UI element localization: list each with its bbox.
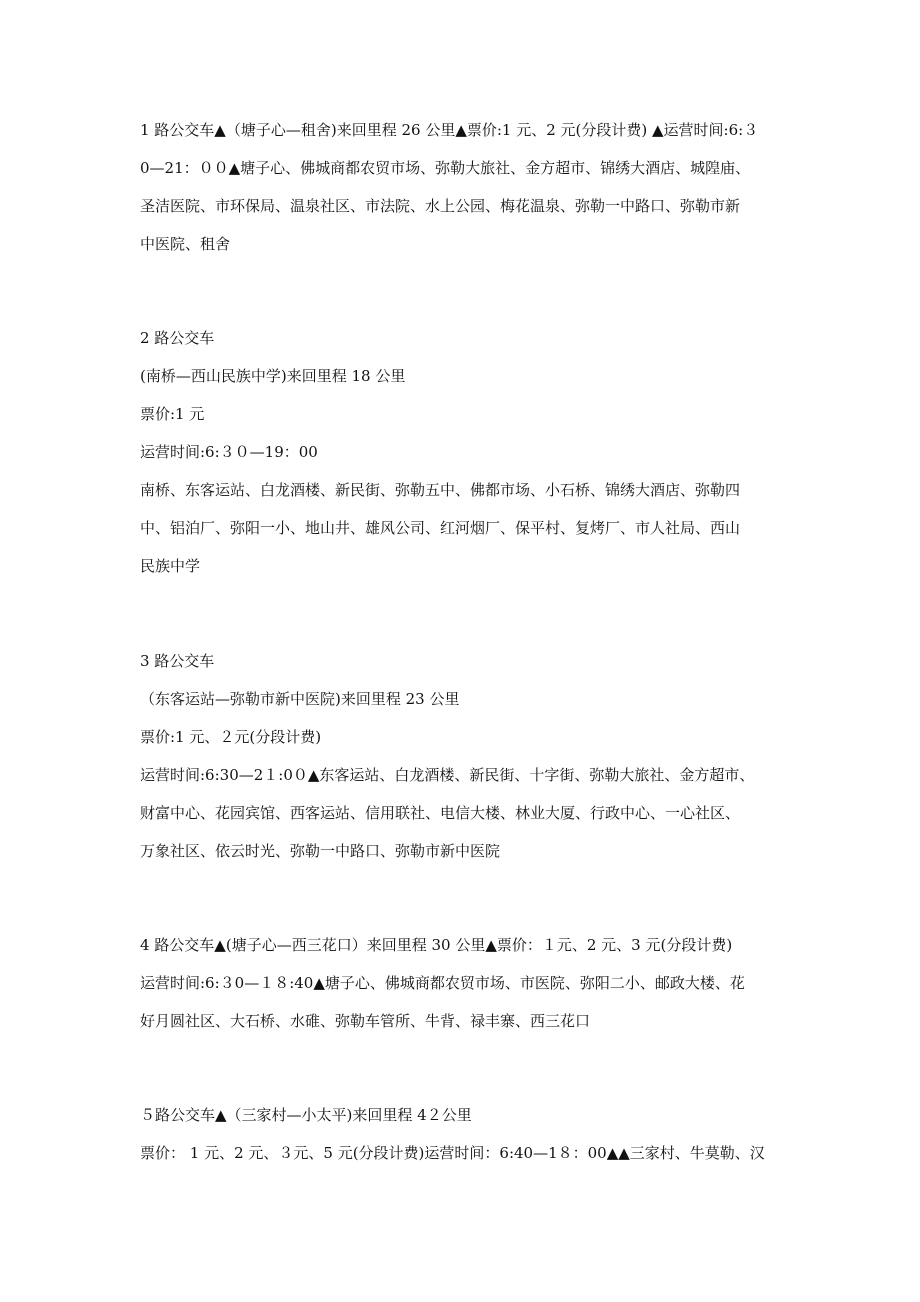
route-4-line-1: 4 路公交车▲(塘子心—西三花口）来回里程 30 公里▲票价：１元、2 元、3 元(分段计费) bbox=[140, 936, 733, 954]
route-1-line-1: 1 路公交车▲（塘子心—租舍)来回里程 26 公里▲票价:1 元、2 元(分段计费) ▲运营时间:6:３ bbox=[140, 121, 759, 139]
route-3-stops-3: 万象社区、依云时光、弥勒一中路口、弥勒市新中医院 bbox=[140, 842, 501, 860]
route-2-stops-1: 南桥、东客运站、白龙酒楼、新民街、弥勒五中、佛都市场、小石桥、锦绣大酒店、弥勒四 bbox=[140, 481, 741, 499]
route-5-line-2: 票价： 1 元、2 元、３元、5 元(分段计费)运营时间：6:40—1８：00▲▲三家村、牛莫勒、汉 bbox=[140, 1144, 765, 1162]
bus-route-4 bbox=[140, 926, 790, 1040]
route-5-line-1: ５路公交车▲（三家村—小太平)来回里程 4２公里 bbox=[140, 1106, 472, 1124]
route-3-hours-stops: 运营时间:6:30—2１:0０▲东客运站、白龙酒楼、新民街、十字街、弥勒大旅社、金方超市、 bbox=[140, 766, 755, 784]
bus-route-2 bbox=[140, 319, 790, 585]
route-1-line-2: 0—21：００▲塘子心、佛城商都农贸市场、弥勒大旅社、金方超市、锦绣大酒店、城隍庙、 bbox=[140, 159, 751, 177]
route-1-line-3: 圣洁医院、市环保局、温泉社区、市法院、水上公园、梅花温泉、弥勒一中路口、弥勒市新 bbox=[140, 197, 741, 215]
route-3-span: （东客运站—弥勒市新中医院)来回里程 23 公里 bbox=[140, 690, 460, 708]
route-3-title: 3 路公交车 bbox=[140, 652, 215, 670]
route-4-line-3: 好月圆社区、大石桥、水碓、弥勒车管所、牛背、禄丰寨、西三花口 bbox=[140, 1012, 591, 1030]
route-2-title: 2 路公交车 bbox=[140, 329, 215, 347]
bus-route-3 bbox=[140, 642, 790, 870]
route-2-stops-3: 民族中学 bbox=[140, 557, 201, 575]
route-2-fare: 票价:1 元 bbox=[140, 405, 205, 423]
route-3-fare: 票价:1 元、２元(分段计费) bbox=[140, 728, 322, 746]
route-2-hours: 运营时间:6:３０—19：00 bbox=[140, 443, 318, 461]
bus-route-5 bbox=[140, 1096, 790, 1172]
route-2-span: (南桥—西山民族中学)来回里程 18 公里 bbox=[140, 367, 406, 385]
route-2-stops-2: 中、铝泊厂、弥阳一小、地山井、雄风公司、红河烟厂、保平村、复烤厂、市人社局、西山 bbox=[140, 519, 741, 537]
route-1-line-4: 中医院、租舍 bbox=[140, 235, 231, 253]
route-3-stops-2: 财富中心、花园宾馆、西客运站、信用联社、电信大楼、林业大厦、行政中心、一心社区、 bbox=[140, 804, 741, 822]
route-4-line-2: 运营时间:6:３0—１８:40▲塘子心、佛城商都农贸市场、市医院、弥阳二小、邮政大楼、花 bbox=[140, 974, 745, 992]
bus-route-1 bbox=[140, 111, 790, 263]
